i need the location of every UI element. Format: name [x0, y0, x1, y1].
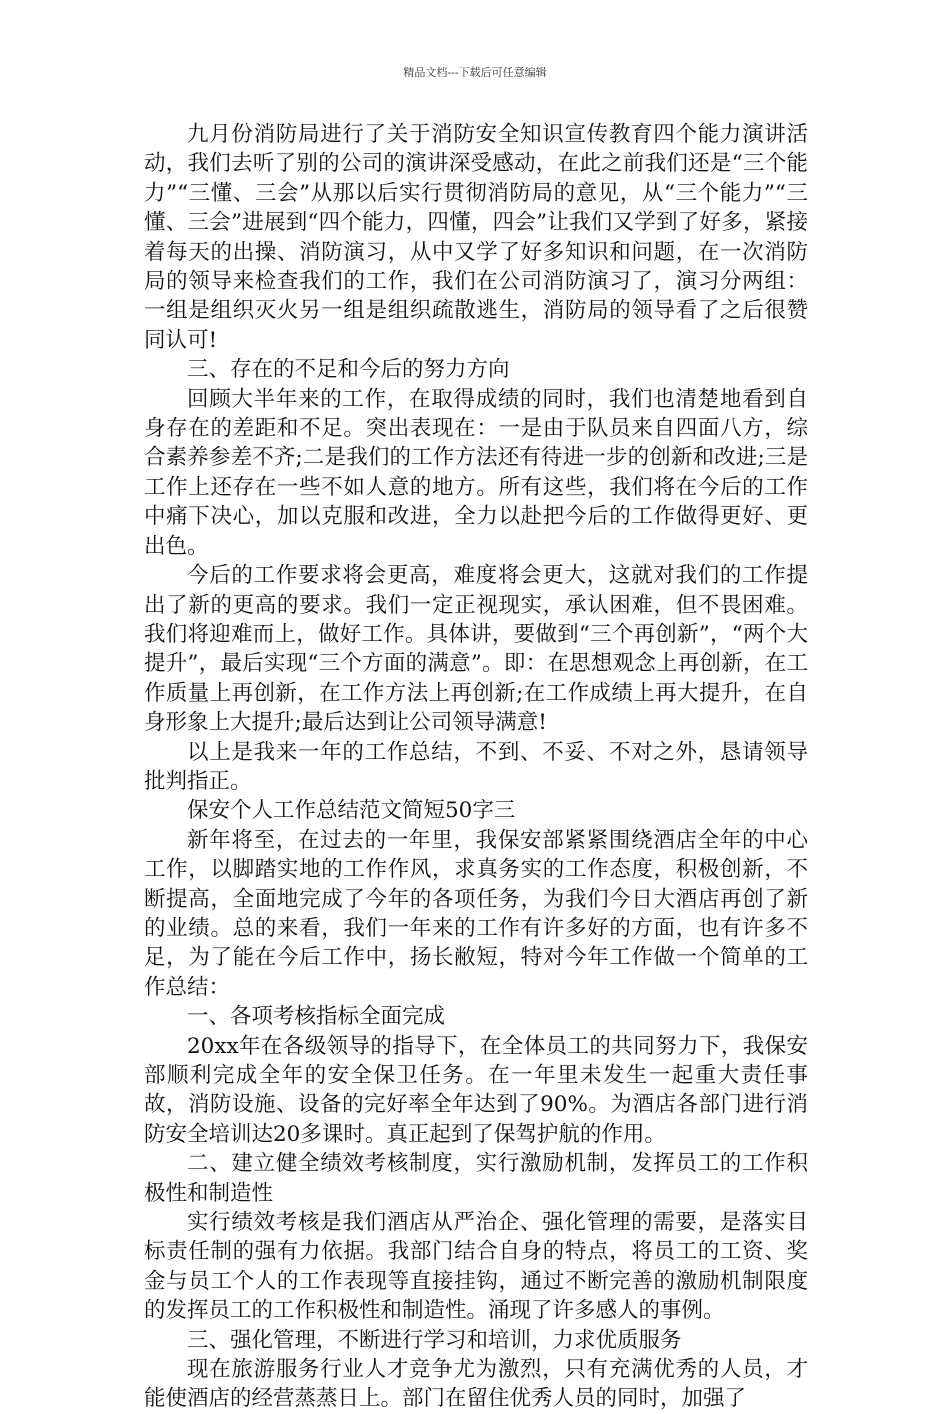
section-heading-shortcomings: 三、存在的不足和今后的努力方向 — [187, 357, 510, 383]
section-heading-performance: 二、建立健全绩效考核制度，实行激励机制，发挥员工的工作积极性和制造性 — [144, 1151, 808, 1206]
paragraph-performance: 实行绩效考核是我们酒店从严治企、强化管理的需要，是落实目标责任制的强有力依据。我部门结合自身的特点，将员工的工资、奖金与员工个人的工作表现等直接挂钩，通过不断完善的激励机制限度的发挥员工的工作积极性和制造性。涌现了许多感人的事例。 — [144, 1210, 808, 1324]
document-body — [144, 120, 808, 1414]
paragraph-training: 现在旅游服务行业人才竞争尤为激烈，只有充满优秀的人员，才能使酒店的经营蒸蒸日上。部门在留住优秀人员的同时，加强了 — [144, 1357, 808, 1412]
section-heading-training: 三、强化管理，不断进行学习和培训，力求优质服务 — [187, 1327, 682, 1353]
section-heading-targets: 一、各项考核指标全面完成 — [187, 1004, 446, 1030]
paragraph-new-year: 新年将至，在过去的一年里，我保安部紧紧围绕酒店全年的中心工作，以脚踏实地的工作作风，求真务实的工作态度，积极创新，不断提高，全面地完成了今年的各项任务，为我们今日大酒店再创了新的业绩。总的来看，我们一年来的工作有许多好的方面，也有许多不足，为了能在今后工作中，扬长敝短，特对今年工作做一个简单的工作总结： — [144, 827, 808, 1000]
paragraph-fire-drill: 九月份消防局进行了关于消防安全知识宣传教育四个能力演讲活动，我们去听了别的公司的演讲深受感动，在此之前我们还是“三个能力”“三懂、三会”从那以后实行贯彻消防局的意见，从“三个能力”“三懂、三会”进展到“四个能力，四懂，四会”让我们又学到了好多，紧接着每天的出操、消防演习，从中又学了好多知识和问题，在一次消防局的领导来检查我们的工作，我们在公司消防演习了，演习分两组：一组是组织灭火另一组是组织疏散逃生，消防局的领导看了之后很赞同认可! — [144, 122, 808, 353]
paragraph-closing: 以上是我来一年的工作总结，不到、不妥、不对之外，恳请领导批判指正。 — [144, 739, 808, 794]
page-header: 精品文档---下载后可任意编辑 — [403, 66, 547, 79]
paragraph-review: 回顾大半年来的工作，在取得成绩的同时，我们也清楚地看到自身存在的差距和不足。突出表现在：一是由于队员来自四面八方，综合素养参差不齐;二是我们的工作方法还有待进一步的创新和改进;三是工作上还存在一些不如人意的地方。所有这些，我们将在今后的工作中痛下决心，加以克服和改进，全力以赴把今后的工作做得更好、更出色。 — [144, 386, 808, 559]
article-title: 保安个人工作总结范文简短50字三 — [187, 798, 516, 824]
paragraph-future-requirements: 今后的工作要求将会更高，难度将会更大，这就对我们的工作提出了新的更高的要求。我们一定正视现实，承认困难，但不畏困难。我们将迎难而上，做好工作。具体讲，要做到“三个再创新”，“两个大提升”，最后实现“三个方面的满意”。即：在思想观念上再创新，在工作质量上再创新，在工作方法上再创新;在工作成绩上再大提升，在自身形象上大提升;最后达到让公司领导满意! — [144, 563, 808, 736]
paragraph-targets: 20xx年在各级领导的指导下，在全体员工的共同努力下，我保安部顺利完成全年的安全保卫任务。在一年里未发生一起重大责任事故，消防设施、设备的完好率全年达到了90%。为酒店各部门进行消防安全培训达20多课时。真正起到了保驾护航的作用。 — [144, 1033, 808, 1147]
